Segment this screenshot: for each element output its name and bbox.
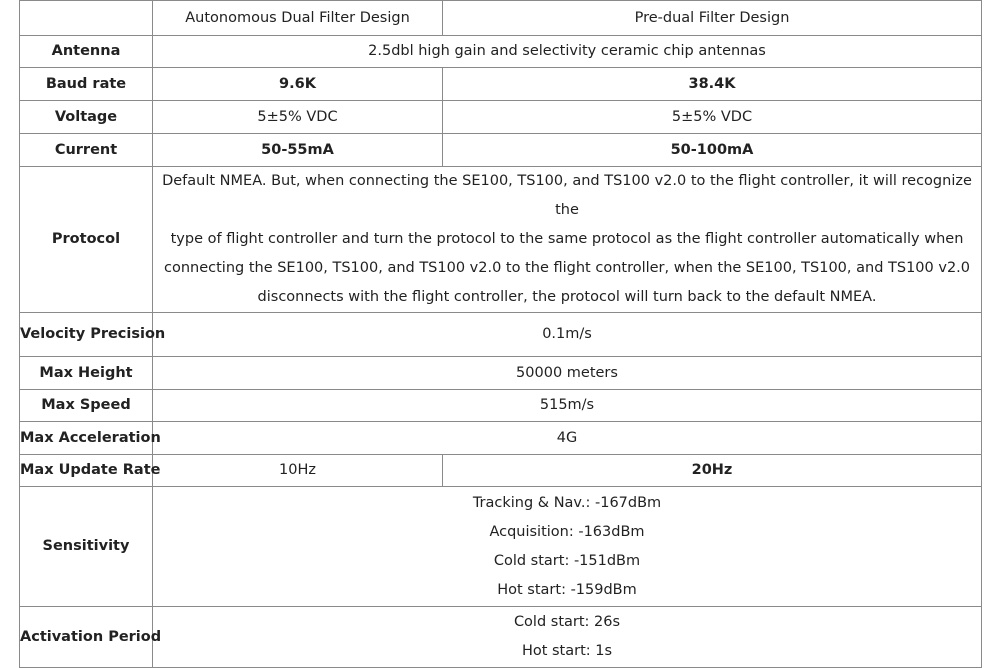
row-label: Max Speed xyxy=(20,390,153,422)
row-protocol xyxy=(20,167,982,313)
sensitivity-line: Tracking & Nav.: -167dBm xyxy=(472,494,662,511)
max-height-value: 50000 meters xyxy=(153,357,982,390)
protocol-line: disconnects with the flight controller, the protocol will turn back to the default NMEA. xyxy=(257,289,877,305)
activation-period-value xyxy=(153,607,982,668)
baud-rate-col2: 38.4K xyxy=(443,68,982,101)
row-max-height xyxy=(20,357,982,390)
row-label: Antenna xyxy=(20,36,153,68)
sensitivity-line: Acquisition: -163dBm xyxy=(489,523,645,540)
row-label: Velocity Precision xyxy=(20,313,153,357)
sensitivity-line: Cold start: -151dBm xyxy=(493,552,641,569)
activation-period-line: Cold start: 26s xyxy=(513,614,621,630)
row-label: Protocol xyxy=(20,167,153,313)
baud-rate-col1: 9.6K xyxy=(153,68,443,101)
row-label: Activation Period xyxy=(20,607,153,668)
protocol-line: type of flight controller and turn the protocol to the same protocol as the flight controller automatically when xyxy=(170,231,964,247)
voltage-col2: 5±5% VDC xyxy=(443,101,982,134)
header-col1: Autonomous Dual Filter Design xyxy=(153,1,443,36)
row-label: Current xyxy=(20,134,153,167)
row-label: Sensitivity xyxy=(20,487,153,607)
row-max-update-rate xyxy=(20,455,982,487)
row-label: Max Update Rate xyxy=(20,455,153,487)
row-label: Baud rate xyxy=(20,68,153,101)
header-col2: Pre-dual Filter Design xyxy=(443,1,982,36)
max-acceleration-value: 4G xyxy=(153,422,982,455)
row-antenna xyxy=(20,36,982,68)
table-header-row xyxy=(20,1,982,36)
current-col1: 50-55mA xyxy=(153,134,443,167)
row-baud-rate xyxy=(20,68,982,101)
header-empty-cell xyxy=(20,1,153,36)
row-label: Voltage xyxy=(20,101,153,134)
max-update-rate-col1: 10Hz xyxy=(153,455,443,487)
row-max-speed xyxy=(20,390,982,422)
sensitivity-value xyxy=(153,487,982,607)
sensitivity-line: Hot start: -159dBm xyxy=(497,581,637,598)
protocol-value xyxy=(153,167,982,313)
max-speed-value: 515m/s xyxy=(153,390,982,422)
row-voltage xyxy=(20,101,982,134)
row-label: Max Acceleration xyxy=(20,422,153,455)
row-activation-period xyxy=(20,607,982,668)
row-sensitivity xyxy=(20,487,982,607)
protocol-line: Default NMEA. But, when connecting the SE100, TS100, and TS100 v2.0 to the flight controller, it will recognize the xyxy=(162,173,972,218)
row-velocity-precision xyxy=(20,313,982,357)
spec-table xyxy=(19,0,982,668)
max-update-rate-col2: 20Hz xyxy=(443,455,982,487)
activation-period-line: Hot start: 1s xyxy=(521,643,613,659)
voltage-col1: 5±5% VDC xyxy=(153,101,443,134)
current-col2: 50-100mA xyxy=(443,134,982,167)
velocity-precision-value: 0.1m/s xyxy=(153,313,982,357)
row-max-acceleration xyxy=(20,422,982,455)
antenna-value: 2.5dbl high gain and selectivity ceramic chip antennas xyxy=(153,36,982,68)
row-label: Max Height xyxy=(20,357,153,390)
protocol-line: connecting the SE100, TS100, and TS100 v2.0 to the flight controller, when the SE100, TS100, and TS100 v2.0 xyxy=(163,260,971,276)
row-current xyxy=(20,134,982,167)
